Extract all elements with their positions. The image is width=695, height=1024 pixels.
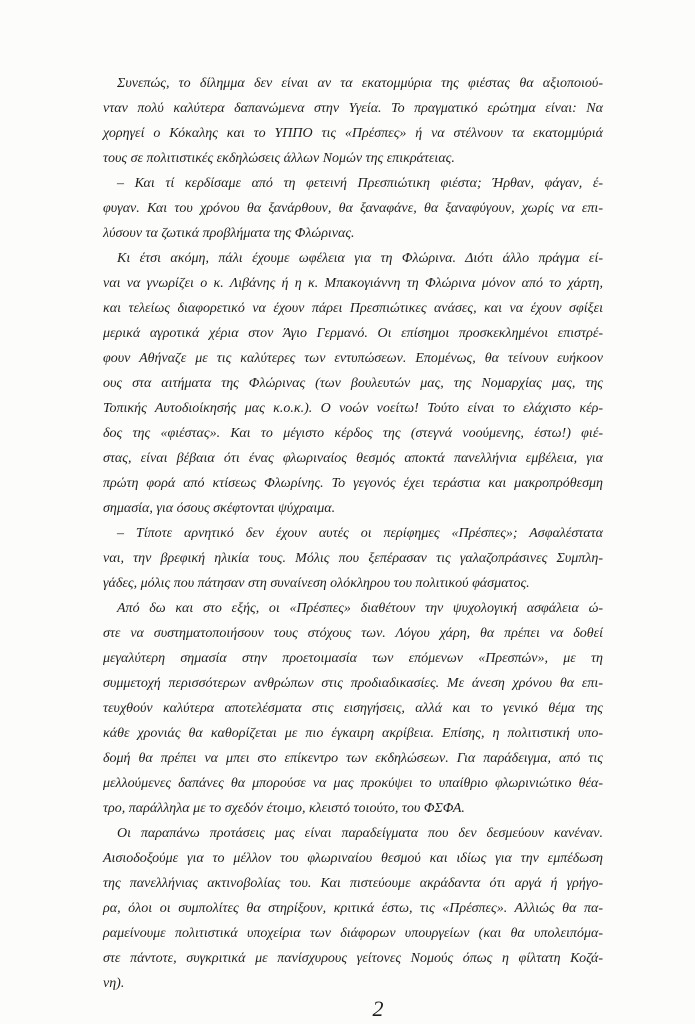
- text-line: μερικά αγροτικά χέρια στον Άγιο Γερμανό. Οι επίσημοι προσκεκλημένοι επιστρέ-: [103, 326, 603, 341]
- text-line: φυγαν. Και του χρόνου θα ξανάρθουν, θα ξαναφάνε, θα ξαναφύγουν, χωρίς να επι-: [103, 201, 603, 216]
- text-line: ναι, την βρεφική ηλικία τους. Μόλις που ξεπέρασαν τις γαλαζοπράσινες Συμπλη-: [103, 551, 603, 566]
- text-line: τρο, παράλληλα με το σχεδόν έτοιμο, κλειστό τοιούτο, του ΦΣΦΑ.: [103, 801, 465, 816]
- text-line: φουν Αθήναζε με τις καλύτερες των εντυπώσεων. Επομένως, θα τείνουν ευήκοον: [103, 351, 603, 366]
- text-line: μεγαλύτερη σημασία στην προετοιμασία των επόμενων «Πρεσπών», με τη: [103, 651, 603, 666]
- text-line: νη).: [103, 976, 125, 991]
- text-line: λύσουν τα ζωτικά προβλήματα της Φλώρινας.: [103, 226, 355, 241]
- text-line: σημασία, για όσους σκέφτονται ψύχραιμα.: [103, 501, 336, 516]
- text-line: τευχθούν καλύτερα αποτελέσματα στις εισηγήσεις, αλλά και το γενικό θέμα της: [103, 701, 603, 716]
- text-line: γάδες, μόλις που πάτησαν στη συναίνεση ολόκληρου του πολιτικού φάσματος.: [103, 576, 530, 591]
- body-text: [103, 71, 603, 996]
- text-line: στας, είναι βέβαια ότι ένας φλωριναίος θεσμός αποκτά πανελλήνια εμβέλεια, για: [103, 451, 603, 466]
- text-line: στε πάντοτε, συγκριτικά με πανίσχυρους γείτονες Νομούς όπως η φίλτατη Κοζά-: [103, 951, 603, 966]
- text-line: στε να συστηματοποιήσουν τους στόχους των. Λόγου χάρη, θα πρέπει να δοθεί: [103, 626, 603, 641]
- text-line: ναι να γνωρίζει ο κ. Λιβάνης ή η κ. Μπακογιάννη τη Φλώρινα μόνον από το χάρτη,: [103, 276, 603, 291]
- text-line: ραμείνουμε πολιτιστικά υποχείρια των διάφορων υπουργείων (και θα υπολειπόμα-: [103, 926, 603, 941]
- page-number: 2: [372, 996, 384, 1021]
- text-line: – Τίποτε αρνητικό δεν έχουν αυτές οι περίφημες «Πρέσπες»; Ασφαλέστατα: [117, 526, 603, 541]
- text-line: – Και τί κερδίσαμε από τη φετεινή Πρεσπιώτικη φιέστα; Ήρθαν, φάγαν, έ-: [117, 176, 603, 191]
- text-line: κάθε χρονιάς θα καθορίζεται με πιο έγκαιρη ακρίβεια. Επίσης, η πολιτιστική υπο-: [103, 726, 603, 741]
- text-line: Αισιοδοξούμε για το μέλλον του φλωριναίου θεσμού και ιδίως για την εμπέδωση: [103, 851, 603, 866]
- text-line: ους στα αιτήματα της Φλώρινας (των βουλευτών μας, της Νομαρχίας μας, της: [103, 376, 603, 391]
- text-line: δος της «φιέστας». Και το μέγιστο κέρδος της (στεγνά νοούμενης, έστω!) φιέ-: [103, 426, 603, 441]
- text-line: τους σε πολιτιστικές εκδηλώσεις άλλων Νομών της επικράτειας.: [103, 151, 455, 166]
- text-line: και τελείως διαφορετικό να έχουν πάρει Πρεσπιώτικες ανάσες, και να έχουν σφίξει: [103, 301, 603, 316]
- paragraph: [103, 246, 603, 521]
- text-line: συμμετοχή περισσότερων ανθρώπων στις προδιαδικασίες. Με άνεση χρόνου θα επι-: [103, 676, 603, 691]
- paragraph: [103, 596, 603, 821]
- text-line: χορηγεί ο Κόκαλης και το ΥΠΠΟ τις «Πρέσπες» ή να στέλνουν τα εκατομμύριά: [103, 126, 603, 141]
- text-line: νταν πολύ καλύτερα δαπανώμενα στην Υγεία. Το πραγματικό ερώτημα είναι: Να: [103, 101, 603, 116]
- paragraph: [103, 821, 603, 996]
- text-line: Συνεπώς, το δίλημμα δεν είναι αν τα εκατομμύρια της φιέστας θα αξιοποιού-: [117, 76, 603, 91]
- text-line: Από δω και στο εξής, οι «Πρέσπες» διαθέτουν την ψυχολογική ασφάλεια ώ-: [117, 601, 603, 616]
- text-line: της πανελλήνιας ακτινοβολίας του. Και πιστεύουμε ακράδαντα ότι αργά ή γρήγο-: [103, 876, 603, 891]
- text-line: Κι έτσι ακόμη, πάλι έχουμε ωφέλεια για τη Φλώρινα. Διότι άλλο πράγμα εί-: [117, 251, 603, 266]
- paragraph: [103, 521, 603, 596]
- text-line: ρα, όλοι οι συμπολίτες θα στηρίξουν, κριτικά έστω, τις «Πρέσπες». Αλλιώς θα πα-: [103, 901, 603, 916]
- paragraph: [103, 71, 603, 171]
- paragraph: [103, 171, 603, 246]
- text-line: πρώτη φορά από κτίσεως Φλωρίνης. Το γεγονός έχει τεράστια και μακροπρόθεσμη: [103, 476, 603, 491]
- text-line: Τοπικής Αυτοδιοίκησής μας κ.ο.κ.). Ο νοών νοείτω! Τούτο είναι το ελάχιστο κέρ-: [103, 401, 603, 416]
- text-line: Οι παραπάνω προτάσεις μας είναι παραδείγματα που δεν δεσμεύουν κανέναν.: [117, 826, 603, 841]
- text-line: μελλούμενες δαπάνες θα μπορούσε να μας προκύψει το υπαίθριο φλωρινιώτικο θέα-: [103, 776, 603, 791]
- text-line: δομή θα πρέπει να μπει στο επίκεντρο των εκδηλώσεων. Για παράδειγμα, από τις: [103, 751, 603, 766]
